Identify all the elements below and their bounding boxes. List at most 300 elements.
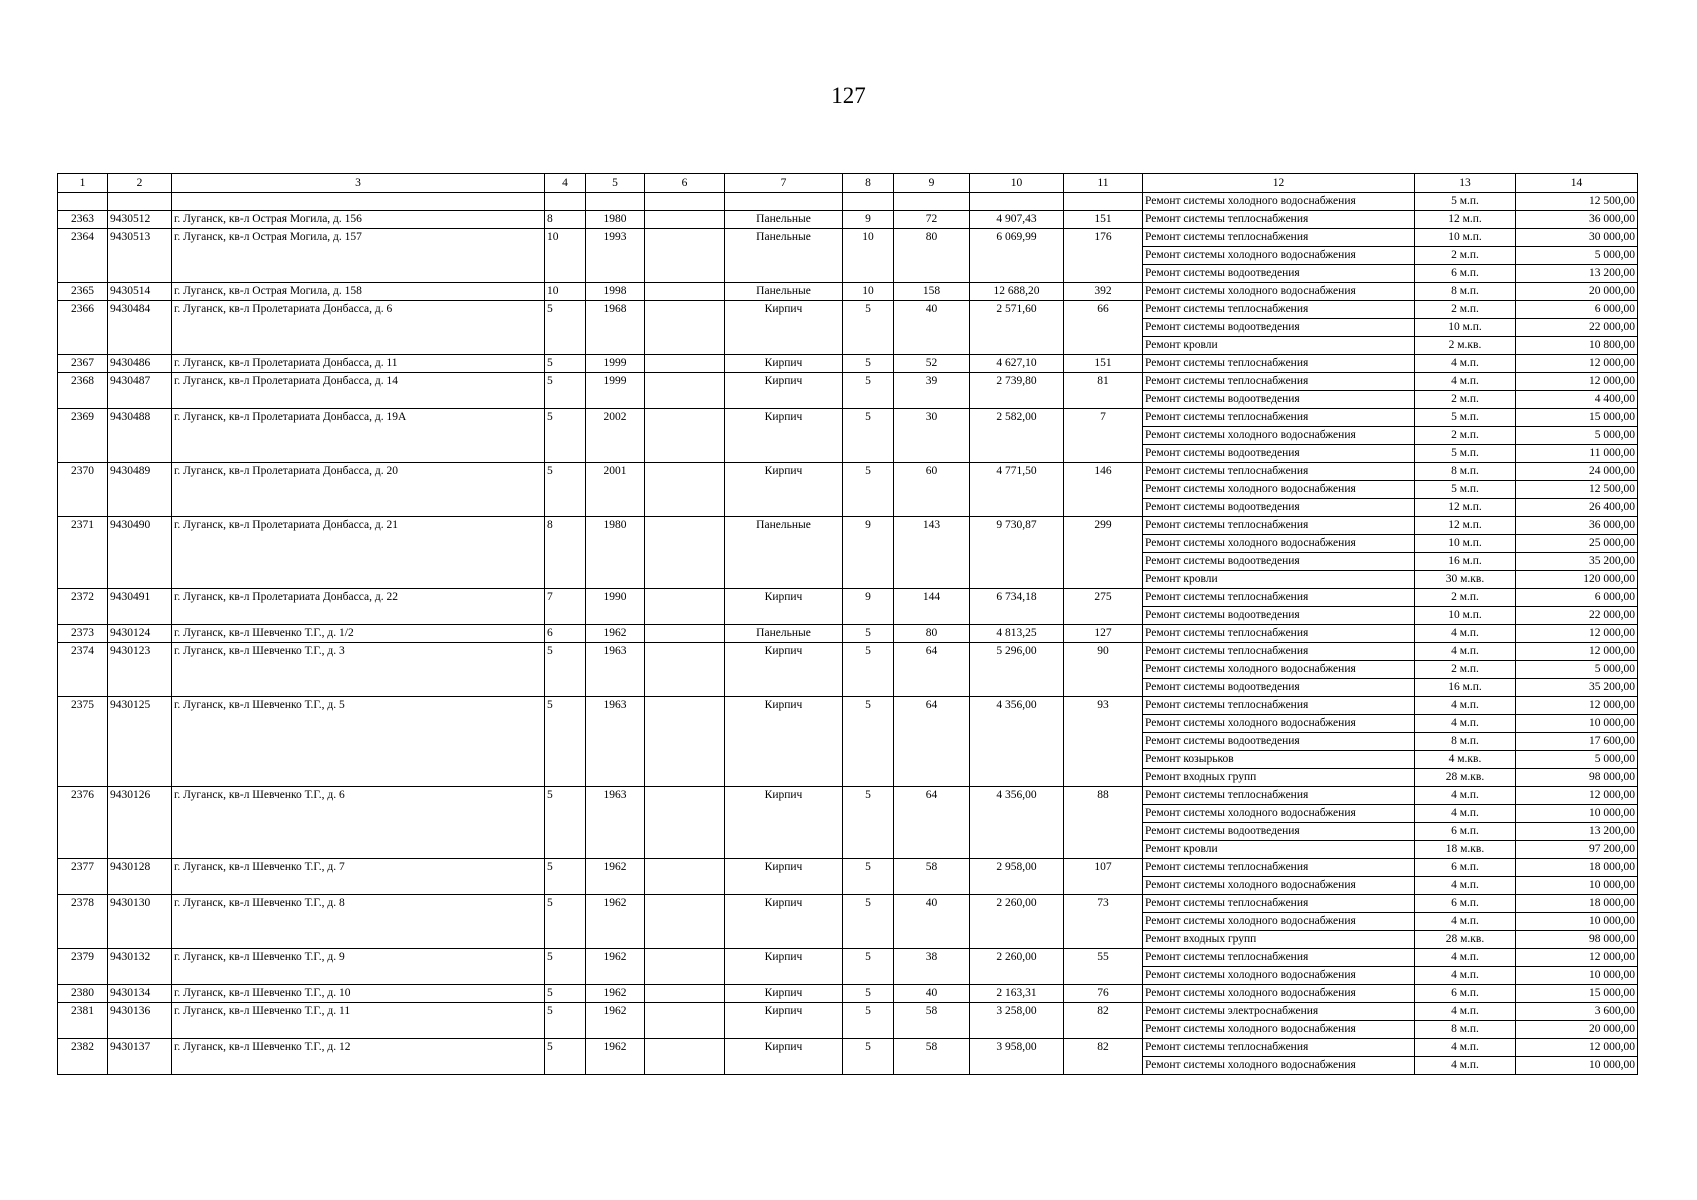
total-area (970, 931, 1064, 949)
wall-material (725, 553, 843, 571)
address (172, 931, 545, 949)
column-4-value: 5 (545, 643, 586, 661)
building-code: 9430132 (108, 949, 172, 967)
building-code (108, 427, 172, 445)
work-type: Ремонт системы теплоснабжения (1143, 373, 1415, 391)
floors (843, 571, 894, 589)
work-cost: 97 200,00 (1516, 841, 1638, 859)
column-4-value (545, 913, 586, 931)
table-row-continuation (58, 733, 1638, 751)
column-header-10: 10 (970, 174, 1064, 193)
work-type: Ремонт системы теплоснабжения (1143, 589, 1415, 607)
column-6-value (645, 337, 725, 355)
work-type: Ремонт системы теплоснабжения (1143, 211, 1415, 229)
column-4-value (545, 931, 586, 949)
total-area: 2 260,00 (970, 895, 1064, 913)
wall-material: Панельные (725, 283, 843, 301)
column-4-value (545, 679, 586, 697)
column-11-value (1064, 805, 1143, 823)
column-11-value (1064, 427, 1143, 445)
column-4-value (545, 751, 586, 769)
work-type: Ремонт системы теплоснабжения (1143, 697, 1415, 715)
column-4-value: 5 (545, 409, 586, 427)
total-area: 3 258,00 (970, 1003, 1064, 1021)
record-number: 2379 (58, 949, 108, 967)
table-row (58, 463, 1638, 481)
floors: 10 (843, 283, 894, 301)
work-type: Ремонт системы холодного водоснабжения (1143, 1021, 1415, 1039)
total-area (970, 823, 1064, 841)
column-11-value: 146 (1064, 463, 1143, 481)
column-9-value: 38 (894, 949, 970, 967)
address (172, 841, 545, 859)
work-type: Ремонт системы теплоснабжения (1143, 895, 1415, 913)
work-volume: 10 м.п. (1415, 535, 1516, 553)
address (172, 751, 545, 769)
total-area (970, 715, 1064, 733)
year-built: 2002 (586, 409, 645, 427)
floors (843, 679, 894, 697)
column-header-11: 11 (1064, 174, 1143, 193)
work-volume: 6 м.п. (1415, 895, 1516, 913)
work-cost: 17 600,00 (1516, 733, 1638, 751)
table-row (58, 301, 1638, 319)
year-built: 1968 (586, 301, 645, 319)
work-volume: 4 м.п. (1415, 1039, 1516, 1057)
work-cost: 18 000,00 (1516, 859, 1638, 877)
year-built (586, 661, 645, 679)
total-area: 9 730,87 (970, 517, 1064, 535)
work-type: Ремонт кровли (1143, 337, 1415, 355)
column-6-value (645, 1021, 725, 1039)
table-row-continuation (58, 247, 1638, 265)
building-code (108, 607, 172, 625)
table-row-continuation (58, 427, 1638, 445)
record-number (58, 805, 108, 823)
floors (843, 841, 894, 859)
column-4-value: 5 (545, 949, 586, 967)
floors: 5 (843, 787, 894, 805)
total-area: 2 958,00 (970, 859, 1064, 877)
floors (843, 445, 894, 463)
table-row (58, 355, 1638, 373)
work-volume: 4 м.п. (1415, 625, 1516, 643)
address (172, 715, 545, 733)
work-type: Ремонт системы теплоснабжения (1143, 787, 1415, 805)
column-11-value (1064, 319, 1143, 337)
column-4-value: 5 (545, 697, 586, 715)
wall-material: Панельные (725, 625, 843, 643)
floors (843, 733, 894, 751)
address: г. Луганск, кв-л Шевченко Т.Г., д. 10 (172, 985, 545, 1003)
floors (843, 751, 894, 769)
column-11-value (1064, 877, 1143, 895)
floors (843, 247, 894, 265)
total-area: 6 069,99 (970, 229, 1064, 247)
column-9-value (894, 391, 970, 409)
column-6-value (645, 301, 725, 319)
work-volume: 6 м.п. (1415, 859, 1516, 877)
work-type: Ремонт системы водоотведения (1143, 319, 1415, 337)
column-4-value (545, 805, 586, 823)
record-number: 2378 (58, 895, 108, 913)
work-type: Ремонт системы холодного водоснабжения (1143, 913, 1415, 931)
floors: 5 (843, 895, 894, 913)
column-6-value (645, 319, 725, 337)
column-9-value: 72 (894, 211, 970, 229)
address (172, 571, 545, 589)
year-built: 1962 (586, 1003, 645, 1021)
column-6-value (645, 661, 725, 679)
wall-material (725, 535, 843, 553)
column-9-value (894, 841, 970, 859)
floors (843, 319, 894, 337)
work-cost: 25 000,00 (1516, 535, 1638, 553)
work-type: Ремонт системы холодного водоснабжения (1143, 877, 1415, 895)
address (172, 1057, 545, 1075)
year-built (586, 805, 645, 823)
building-code: 9430512 (108, 211, 172, 229)
address (172, 265, 545, 283)
work-volume: 4 м.п. (1415, 355, 1516, 373)
column-11-value (1064, 1021, 1143, 1039)
work-type: Ремонт системы холодного водоснабжения (1143, 1057, 1415, 1075)
work-type: Ремонт системы водоотведения (1143, 607, 1415, 625)
total-area (970, 1021, 1064, 1039)
total-area (970, 877, 1064, 895)
building-code (108, 481, 172, 499)
column-6-value (645, 535, 725, 553)
column-6-value (645, 1003, 725, 1021)
building-code (108, 769, 172, 787)
column-11-value (1064, 733, 1143, 751)
work-type: Ремонт системы водоотведения (1143, 679, 1415, 697)
table-row (58, 1003, 1638, 1021)
year-built (586, 391, 645, 409)
work-cost: 3 600,00 (1516, 1003, 1638, 1021)
work-cost: 36 000,00 (1516, 211, 1638, 229)
work-volume: 30 м.кв. (1415, 571, 1516, 589)
work-volume: 4 м.п. (1415, 913, 1516, 931)
total-area (970, 841, 1064, 859)
column-9-value (894, 823, 970, 841)
column-6-value (645, 571, 725, 589)
work-volume: 4 м.п. (1415, 967, 1516, 985)
work-volume: 8 м.п. (1415, 283, 1516, 301)
column-9-value: 58 (894, 1039, 970, 1057)
work-type: Ремонт системы холодного водоснабжения (1143, 283, 1415, 301)
building-code: 9430130 (108, 895, 172, 913)
wall-material (725, 805, 843, 823)
column-11-value: 107 (1064, 859, 1143, 877)
table-row (58, 625, 1638, 643)
wall-material: Кирпич (725, 895, 843, 913)
table-row (58, 895, 1638, 913)
table-row-continuation (58, 805, 1638, 823)
column-6-value (645, 679, 725, 697)
address: г. Луганск, кв-л Пролетариата Донбасса, д. 14 (172, 373, 545, 391)
work-cost: 26 400,00 (1516, 499, 1638, 517)
address (172, 445, 545, 463)
column-6-value (645, 823, 725, 841)
work-cost: 35 200,00 (1516, 679, 1638, 697)
table-row-continuation (58, 841, 1638, 859)
column-11-value (1064, 679, 1143, 697)
total-area: 4 907,43 (970, 211, 1064, 229)
building-code (108, 715, 172, 733)
repair-register-table (57, 173, 1638, 1075)
total-area: 3 958,00 (970, 1039, 1064, 1057)
year-built (586, 877, 645, 895)
address: г. Луганск, кв-л Пролетариата Донбасса, д. 6 (172, 301, 545, 319)
year-built (586, 769, 645, 787)
total-area (970, 391, 1064, 409)
work-volume: 4 м.п. (1415, 697, 1516, 715)
building-code (108, 445, 172, 463)
work-cost: 4 400,00 (1516, 391, 1638, 409)
record-number (58, 499, 108, 517)
total-area (970, 553, 1064, 571)
column-11-value (1064, 661, 1143, 679)
building-code (108, 571, 172, 589)
wall-material (725, 607, 843, 625)
column-6-value (645, 787, 725, 805)
column-header-12: 12 (1143, 174, 1415, 193)
table-row-continuation (58, 319, 1638, 337)
table-row (58, 193, 1638, 211)
work-cost: 24 000,00 (1516, 463, 1638, 481)
building-code (108, 679, 172, 697)
wall-material (725, 427, 843, 445)
total-area: 12 688,20 (970, 283, 1064, 301)
column-11-value: 55 (1064, 949, 1143, 967)
column-11-value (1064, 571, 1143, 589)
column-9-value (894, 877, 970, 895)
column-6-value (645, 229, 725, 247)
work-cost: 12 500,00 (1516, 193, 1638, 211)
address: г. Луганск, кв-л Острая Могила, д. 157 (172, 229, 545, 247)
building-code (108, 1057, 172, 1075)
year-built: 1980 (586, 211, 645, 229)
floors (843, 1021, 894, 1039)
total-area (970, 571, 1064, 589)
work-cost: 12 000,00 (1516, 643, 1638, 661)
total-area (970, 607, 1064, 625)
table-row (58, 787, 1638, 805)
floors: 5 (843, 409, 894, 427)
table-row-continuation (58, 769, 1638, 787)
total-area: 4 356,00 (970, 787, 1064, 805)
work-volume: 4 м.п. (1415, 877, 1516, 895)
building-code (108, 391, 172, 409)
work-type: Ремонт системы водоотведения (1143, 733, 1415, 751)
year-built (586, 427, 645, 445)
column-11-value: 81 (1064, 373, 1143, 391)
column-9-value: 64 (894, 697, 970, 715)
wall-material (725, 1021, 843, 1039)
work-type: Ремонт системы теплоснабжения (1143, 409, 1415, 427)
year-built (586, 823, 645, 841)
work-type: Ремонт системы водоотведения (1143, 445, 1415, 463)
table-row (58, 373, 1638, 391)
address: г. Луганск, кв-л Пролетариата Донбасса, д. 11 (172, 355, 545, 373)
wall-material (725, 265, 843, 283)
column-9-value (894, 553, 970, 571)
address: г. Луганск, кв-л Пролетариата Донбасса, д. 21 (172, 517, 545, 535)
column-4-value: 5 (545, 355, 586, 373)
column-6-value (645, 985, 725, 1003)
address: г. Луганск, кв-л Острая Могила, д. 158 (172, 283, 545, 301)
column-11-value (1064, 769, 1143, 787)
record-number (58, 553, 108, 571)
address (172, 823, 545, 841)
column-11-value (1064, 481, 1143, 499)
total-area (970, 481, 1064, 499)
work-volume: 2 м.п. (1415, 391, 1516, 409)
building-code: 9430126 (108, 787, 172, 805)
column-6-value (645, 967, 725, 985)
work-type: Ремонт системы холодного водоснабжения (1143, 967, 1415, 985)
work-cost: 12 000,00 (1516, 1039, 1638, 1057)
work-type: Ремонт системы холодного водоснабжения (1143, 661, 1415, 679)
wall-material: Кирпич (725, 301, 843, 319)
year-built: 1980 (586, 517, 645, 535)
total-area (970, 967, 1064, 985)
work-volume: 2 м.п. (1415, 661, 1516, 679)
column-4-value (545, 607, 586, 625)
record-number: 2375 (58, 697, 108, 715)
column-6-value (645, 715, 725, 733)
total-area (970, 247, 1064, 265)
work-cost: 22 000,00 (1516, 607, 1638, 625)
work-volume: 4 м.п. (1415, 805, 1516, 823)
column-9-value (894, 571, 970, 589)
record-number: 2380 (58, 985, 108, 1003)
table-row-continuation (58, 661, 1638, 679)
column-11-value (1064, 967, 1143, 985)
record-number: 2368 (58, 373, 108, 391)
address (172, 553, 545, 571)
column-11-value (1064, 751, 1143, 769)
work-cost: 12 000,00 (1516, 355, 1638, 373)
column-number-header-row (58, 174, 1638, 193)
total-area (970, 679, 1064, 697)
column-11-value: 76 (1064, 985, 1143, 1003)
year-built (586, 931, 645, 949)
column-header-3: 3 (172, 174, 545, 193)
column-11-value (1064, 445, 1143, 463)
column-header-2: 2 (108, 174, 172, 193)
column-4-value: 5 (545, 463, 586, 481)
address: г. Луганск, кв-л Шевченко Т.Г., д. 11 (172, 1003, 545, 1021)
column-11-value (1064, 715, 1143, 733)
column-6-value (645, 445, 725, 463)
column-4-value (545, 481, 586, 499)
work-cost: 10 000,00 (1516, 877, 1638, 895)
column-4-value: 6 (545, 625, 586, 643)
wall-material (725, 1057, 843, 1075)
floors (843, 769, 894, 787)
column-9-value: 58 (894, 1003, 970, 1021)
work-volume: 5 м.п. (1415, 193, 1516, 211)
record-number (58, 535, 108, 553)
column-11-value: 93 (1064, 697, 1143, 715)
work-cost: 13 200,00 (1516, 265, 1638, 283)
record-number (58, 877, 108, 895)
table-row (58, 283, 1638, 301)
year-built: 1999 (586, 355, 645, 373)
building-code (108, 553, 172, 571)
work-type: Ремонт системы холодного водоснабжения (1143, 193, 1415, 211)
column-9-value (894, 733, 970, 751)
column-9-value: 158 (894, 283, 970, 301)
total-area (970, 805, 1064, 823)
building-code (108, 967, 172, 985)
wall-material (725, 247, 843, 265)
building-code: 9430491 (108, 589, 172, 607)
column-11-value (1064, 391, 1143, 409)
column-9-value (894, 751, 970, 769)
column-9-value: 30 (894, 409, 970, 427)
column-4-value: 10 (545, 229, 586, 247)
record-number: 2366 (58, 301, 108, 319)
column-9-value (894, 715, 970, 733)
work-cost: 10 000,00 (1516, 913, 1638, 931)
column-6-value (645, 733, 725, 751)
work-cost: 10 000,00 (1516, 805, 1638, 823)
total-area: 5 296,00 (970, 643, 1064, 661)
record-number: 2373 (58, 625, 108, 643)
year-built: 1962 (586, 625, 645, 643)
wall-material (725, 481, 843, 499)
work-volume: 10 м.п. (1415, 229, 1516, 247)
wall-material (725, 823, 843, 841)
work-volume: 2 м.кв. (1415, 337, 1516, 355)
address (172, 247, 545, 265)
column-6-value (645, 751, 725, 769)
work-volume: 5 м.п. (1415, 445, 1516, 463)
column-11-value (1064, 913, 1143, 931)
record-number: 2372 (58, 589, 108, 607)
column-11-value: 127 (1064, 625, 1143, 643)
wall-material: Кирпич (725, 409, 843, 427)
column-9-value (894, 805, 970, 823)
column-4-value: 10 (545, 283, 586, 301)
work-volume: 4 м.п. (1415, 949, 1516, 967)
work-volume: 12 м.п. (1415, 211, 1516, 229)
column-11-value (1064, 247, 1143, 265)
column-9-value: 52 (894, 355, 970, 373)
record-number (58, 751, 108, 769)
table-row-continuation (58, 967, 1638, 985)
address (172, 607, 545, 625)
floors: 5 (843, 643, 894, 661)
column-4-value (545, 445, 586, 463)
work-type: Ремонт системы водоотведения (1143, 265, 1415, 283)
work-volume: 28 м.кв. (1415, 769, 1516, 787)
building-code: 9430134 (108, 985, 172, 1003)
record-number (58, 841, 108, 859)
work-volume: 5 м.п. (1415, 409, 1516, 427)
table-row-continuation (58, 751, 1638, 769)
record-number (58, 913, 108, 931)
column-11-value (1064, 535, 1143, 553)
work-type: Ремонт входных групп (1143, 931, 1415, 949)
column-9-value (894, 913, 970, 931)
building-code: 9430490 (108, 517, 172, 535)
building-code (108, 337, 172, 355)
total-area (970, 319, 1064, 337)
